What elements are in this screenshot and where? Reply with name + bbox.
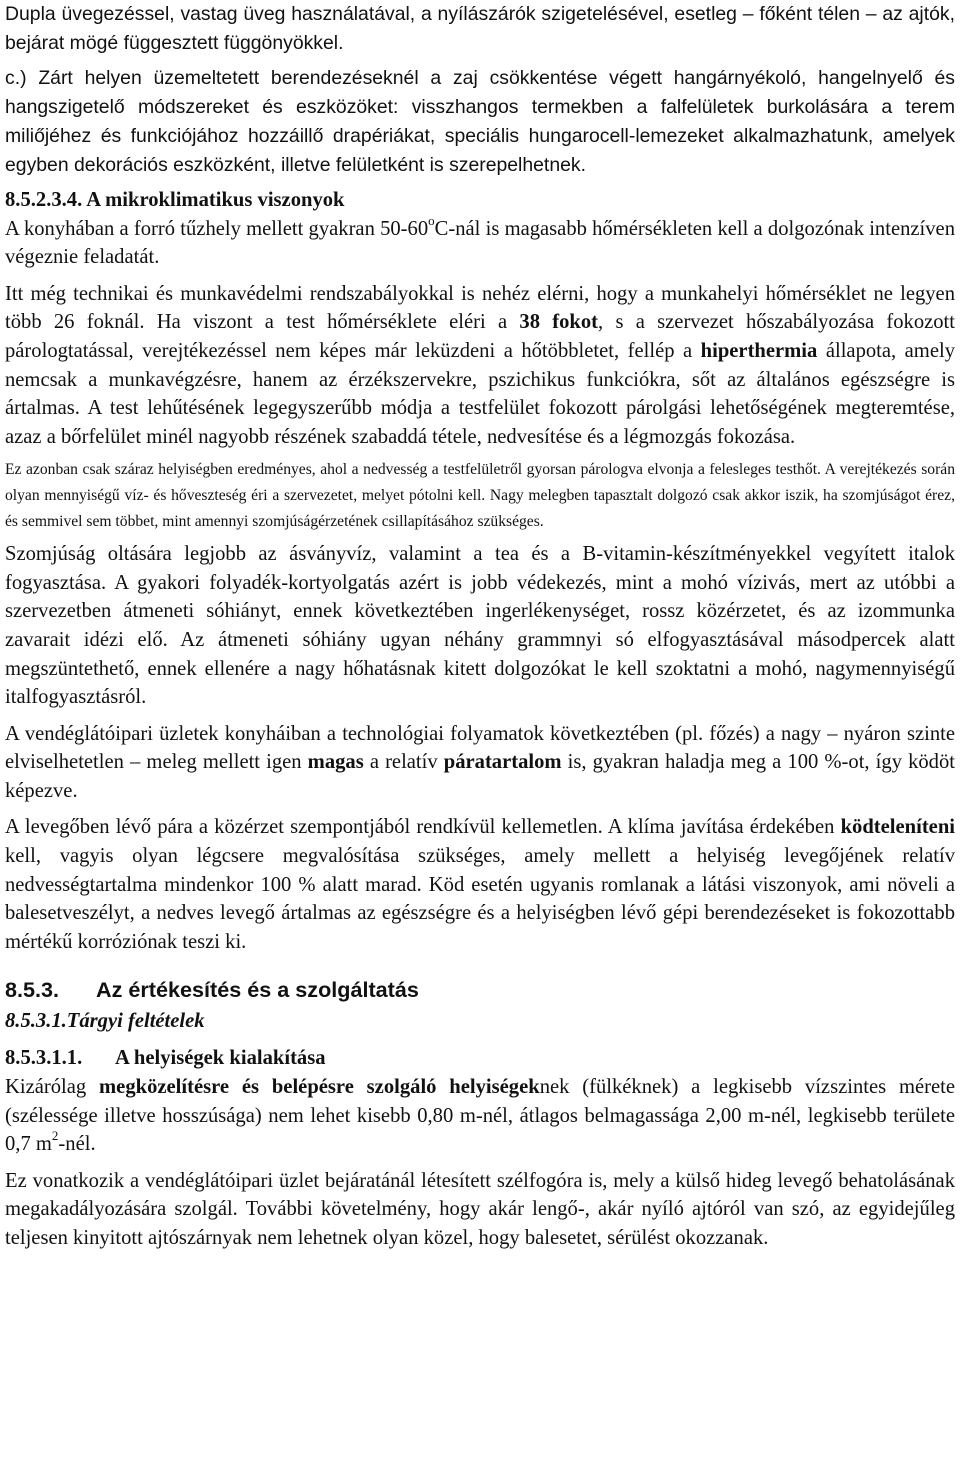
paragraph-thirst: Szomjúság oltására legjobb az ásványvíz, valamint a tea és a B-vitamin-készítményekkel vegyített italok fogyasztása. A gyakori folyadék-kortyolgatás azért is jobb védekezés, mint a mohó vízivás, mert az utóbbi a szervezetben átmeneti sóhiányt, ennek következtében ingerlékenységet, rossz közérzetet, és az izommunka zavarait idézi elő. Az átmeneti sóhiány ugyan néhány grammnyi só elfogyasztásával másodpercek alatt megszüntethető, ennek ellenére a nagy hőhatásnak kitett dolgozókat le kell szoktatni a mohó, nagymennyiségű italfogyasztásról. (5, 543, 955, 709)
degree-superscript: o (428, 212, 435, 228)
section-number: 8.5.2.3.4. (5, 189, 83, 211)
bold-text: megközelítésre és belépésre szolgáló helyiségek (99, 1076, 540, 1099)
paragraph-rooms (5, 1073, 955, 1159)
section-title: Az értékesítés és a szolgáltatás (96, 977, 419, 1003)
text-run: A vendéglátóipari üzletek konyháiban a technológiai folyamatok következtében (pl. főzés) a nagy – nyáron szinte elviselhetetlen – meleg mellett igen (5, 722, 955, 774)
paragraph-kitchen-heat (5, 212, 955, 272)
heading-8-5-3 (5, 974, 955, 1006)
small-print-paragraph: Ez azonban csak száraz helyiségben eredményes, ahol a nedvesség a testfelületről gyorsan párologva elvonja a felesleges testhőt. A verejtékezés során olyan mennyiségű víz- és hőveszteség éri a szervezetet, melyet pótolni kell. Nagy melegben tapasztalt dolgozó csak akkor iszik, ha szomjúságot érez, és semmivel sem többet, mint amennyi szomjúságérzetének csillapításához szükséges. (5, 461, 955, 530)
paragraph-humidity (5, 720, 955, 806)
text-run: is, gyakran haladja meg a 100 %-ot, így ködöt képezve. (5, 751, 955, 802)
text-run: C-nál is magasabb hőmérsékleten kell a dolgozónak intenzíven végeznie feladatát. (5, 217, 955, 269)
section-number: 8.5.3.1. (5, 1010, 67, 1033)
section-title: Tárgyi feltételek (66, 1010, 205, 1033)
section-title: A mikroklimatikus viszonyok (86, 189, 345, 211)
heading-8-5-3-1 (5, 1006, 955, 1036)
squared-superscript: 2 (51, 1128, 59, 1144)
paragraph-c: c.) Zárt helyen üzemeltetett berendezéseknél a zaj csökkentése végett hangárnyékoló, hangelnyelő és hangszigetelő módszereket és eszközöket: visszhangos termekben a falfelületek burkolására a terem miliőjéhez és funkciójához hozzáillő drapériákat, speciális hungarocell-lemezeket alkalmazhatunk, amelyek egyben dekorációs eszközként, illetve felületként is szerepelhetnek. (5, 67, 955, 176)
section-heading (5, 1044, 955, 1073)
text-run: kell, vagyis olyan légcsere megvalósítása szükséges, amely mellett a helyiség levegőjének relatív nedvességtartalma mindenkor 100 % alatt marad. Köd esetén ugyanis romlanak a látási viszonyok, ami növeli a balesetveszélyt, a nedves levegő ártalmas az egészségre és a helyiségben lévő gépi berendezéseket is fokozottabb mértékű korróziónak teszi ki. (5, 845, 955, 953)
section-heading (5, 186, 955, 215)
section-number: 8.5.3.1.1. (5, 1047, 83, 1070)
text-run: A konyhában a forró tűzhely mellett gyakran 50-60 (5, 217, 429, 240)
bold-text: páratartalom (443, 751, 562, 774)
text-run: állapota, amely nemcsak a munkavégzésre, hanem az érzékszervekre, pszichikus funkciókra, sőt az általános egészségre is ártalmas. A test lehűtésének legegyszerűbb módja a testfelület fokozott párolgási lehetőségének megteremtése, azaz a bőrfelület minél nagyobb részének szabaddá tétele, nedvesítése és a légmozgás fokozása. (5, 339, 955, 448)
section-8-5-2-3-4 (5, 186, 955, 956)
intro-paragraph: Dupla üvegezéssel, vastag üveg használatával, a nyílászárók szigetelésével, esetleg – főként télen – az ajtók, bejárat mögé függesztett függönyökkel. (5, 3, 955, 54)
bold-text: magas (307, 751, 364, 774)
section-8-5-3-1-1 (5, 1044, 955, 1252)
text-run: -nél. (58, 1133, 96, 1156)
bold-text: 38 fokot (519, 311, 599, 334)
text-run: a relatív (363, 751, 444, 774)
text-run: A levegőben lévő pára a közérzet szempontjából rendkívül kellemetlen. A klíma javítása érdekében (5, 816, 841, 839)
text-run: Kizárólag (5, 1076, 100, 1099)
text-run: nek (fülkéknek) a legkisebb vízszintes mérete (szélessége illetve hosszúsága) nem lehet kisebb 0,80 m-nél, átlagos belmagassága 2,00 m-nél, legkisebb területe 0,7 m (5, 1076, 955, 1156)
document-page (5, 0, 955, 1253)
bold-text: hiperthermia (700, 339, 818, 362)
text-run: Itt még technikai és munkavédelmi rendszabályokkal is nehéz elérni, hogy a munkahelyi hőmérséklet ne legyen több 26 foknál. Ha viszont a test hőmérséklete eléri a (5, 282, 955, 334)
bold-text: ködteleníteni (840, 816, 955, 839)
paragraph-windbreak: Ez vonatkozik a vendéglátóipari üzlet bejáratánál létesített szélfogóra is, mely a külső hideg levegő behatolásának megakadályozására szolgál. További követelmény, hogy akár lengő-, akár nyíló ajtóról van szó, az egyidejűleg teljesen kinyitott ajtószárnyak nem lehetnek olyan közel, hogy balesetet, sérülést okozzanak. (5, 1169, 955, 1249)
paragraph-fog (5, 813, 955, 956)
text-run: , s a szervezet hőszabályozása fokozott párologtatással, verejtékezéssel nem képes már leküzdeni a hőtöbbletet, fellép a (5, 311, 955, 362)
section-number: 8.5.3. (5, 977, 60, 1003)
section-title: A helyiségek kialakítása (115, 1047, 326, 1070)
paragraph-hyperthermia (5, 280, 955, 452)
